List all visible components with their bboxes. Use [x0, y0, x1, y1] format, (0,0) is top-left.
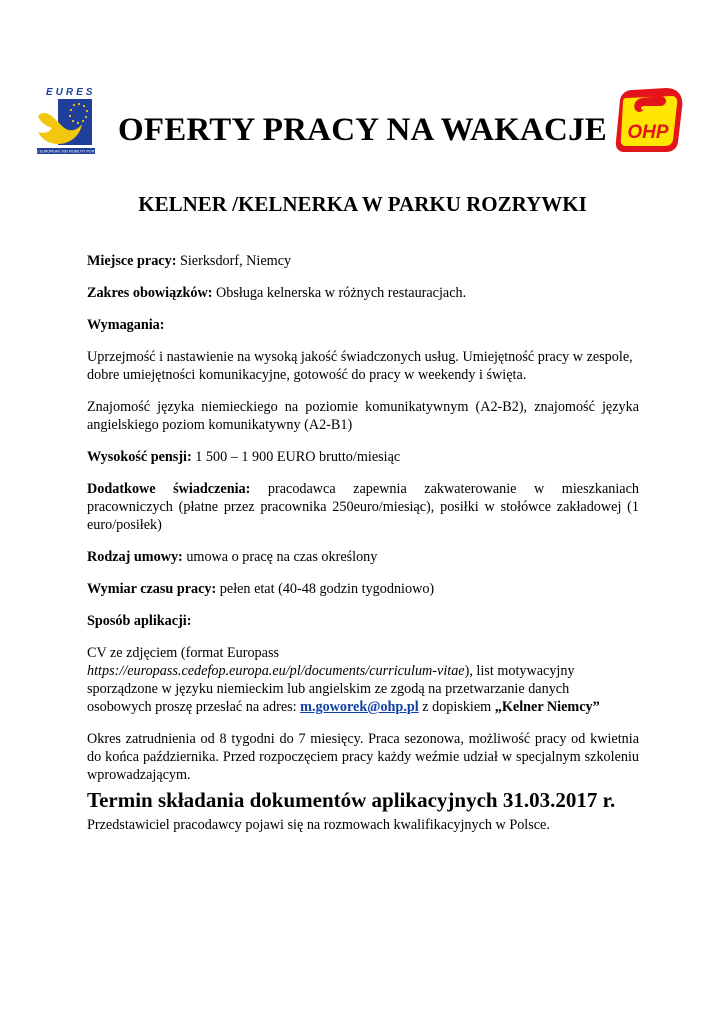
requirements-heading — [87, 316, 639, 334]
eures-logo-text: EURES — [46, 87, 96, 98]
application-line-2 — [87, 663, 575, 679]
salary-value: 1 500 – 1 900 EURO brutto/miesiąc — [191, 449, 401, 465]
requirements-label: Wymagania: — [87, 317, 165, 333]
application-line-2-suffix: ), list motywacyjny — [464, 663, 575, 679]
employment-period: Okres zatrudnienia od 8 tygodni do 7 miesięcy. Praca sezonowa, możliwość pracy od kwietnia do końca października. Przed rozpoczęciem pracy każdy weźmie udział w specjalnym szkoleniu wprowadzającym. — [87, 731, 639, 783]
benefits-value: pracodawca zapewnia zakwaterowanie w mieszkaniach pracowniczych (płatne przez pracownika 250euro/miesiąc), posiłki w stołówce zakładowej (1 euro/posiłek) — [87, 481, 639, 533]
working-time-row — [87, 580, 639, 598]
ohp-logo-text: OHP — [627, 122, 669, 143]
duties-label: Zakres obowiązków: — [87, 285, 213, 301]
job-subtitle: KELNER /KELNERKA W PARKU ROZRYWKI — [138, 192, 587, 216]
location-row — [87, 252, 639, 270]
interviews-note: Przedstawiciel pracodawcy pojawi się na rozmowach kwalifikacyjnych w Polsce. — [87, 817, 550, 833]
requirements-text-2: Znajomość języka niemieckiego na poziomie komunikatywnym (A2-B2), znajomość języka angielskiego poziom komunikatywny (A2-B1) — [87, 399, 639, 433]
page-title: OFERTY PRACY NA WAKACJE — [118, 112, 607, 148]
deadline: Termin składania dokumentów aplikacyjnych 31.03.2017 r. — [87, 788, 616, 812]
contract-row — [87, 548, 639, 566]
offer-body — [87, 252, 639, 848]
application-heading — [87, 612, 639, 630]
europass-url: https://europass.cedefop.europa.eu/pl/documents/curriculum-vitae — [87, 663, 465, 679]
contract-value: umowa o pracę na czas określony — [182, 549, 378, 565]
application-line-1: CV ze zdjęciem (format Europass — [87, 645, 279, 661]
subject-tag: „Kelner Niemcy” — [494, 699, 600, 715]
requirements-text-1: Uprzejmość i nastawienie na wysoką jakość świadczonych usług. Umiejętność pracy w zespole, dobre umiejętności komunikacyjne, gotowość do pracy w weekendy i święta. — [87, 349, 633, 383]
benefits-label: Dodatkowe świadczenia: — [87, 481, 251, 497]
email-link[interactable]: m.goworek@ohp.pl — [300, 699, 419, 715]
duties-value: Obsługa kelnerska w różnych restauracjach. — [212, 285, 467, 301]
salary-label: Wysokość pensji: — [87, 449, 192, 465]
application-line-4 — [87, 699, 600, 715]
benefits-row — [87, 480, 639, 534]
contract-label: Rodzaj umowy: — [87, 549, 183, 565]
application-line-4-prefix: osobowych proszę przesłać na adres: — [87, 699, 301, 715]
duties-row — [87, 284, 639, 302]
working-time-value: pełen etat (40-48 godzin tygodniowo) — [216, 581, 435, 597]
eures-logo-caption: THE EUROPEAN JOB MOBILITY PORTAL — [31, 149, 101, 154]
application-text — [87, 644, 639, 716]
salary-row — [87, 448, 639, 466]
location-label: Miejsce pracy: — [87, 253, 177, 269]
application-line-3: sporządzone w języku niemieckim lub angielskim ze zgodą na przetwarzanie danych — [87, 681, 570, 697]
location-value: Sierksdorf, Niemcy — [176, 253, 292, 269]
application-line-4-mid: z dopiskiem — [418, 699, 495, 715]
working-time-label: Wymiar czasu pracy: — [87, 581, 217, 597]
application-label: Sposób aplikacji: — [87, 613, 192, 629]
